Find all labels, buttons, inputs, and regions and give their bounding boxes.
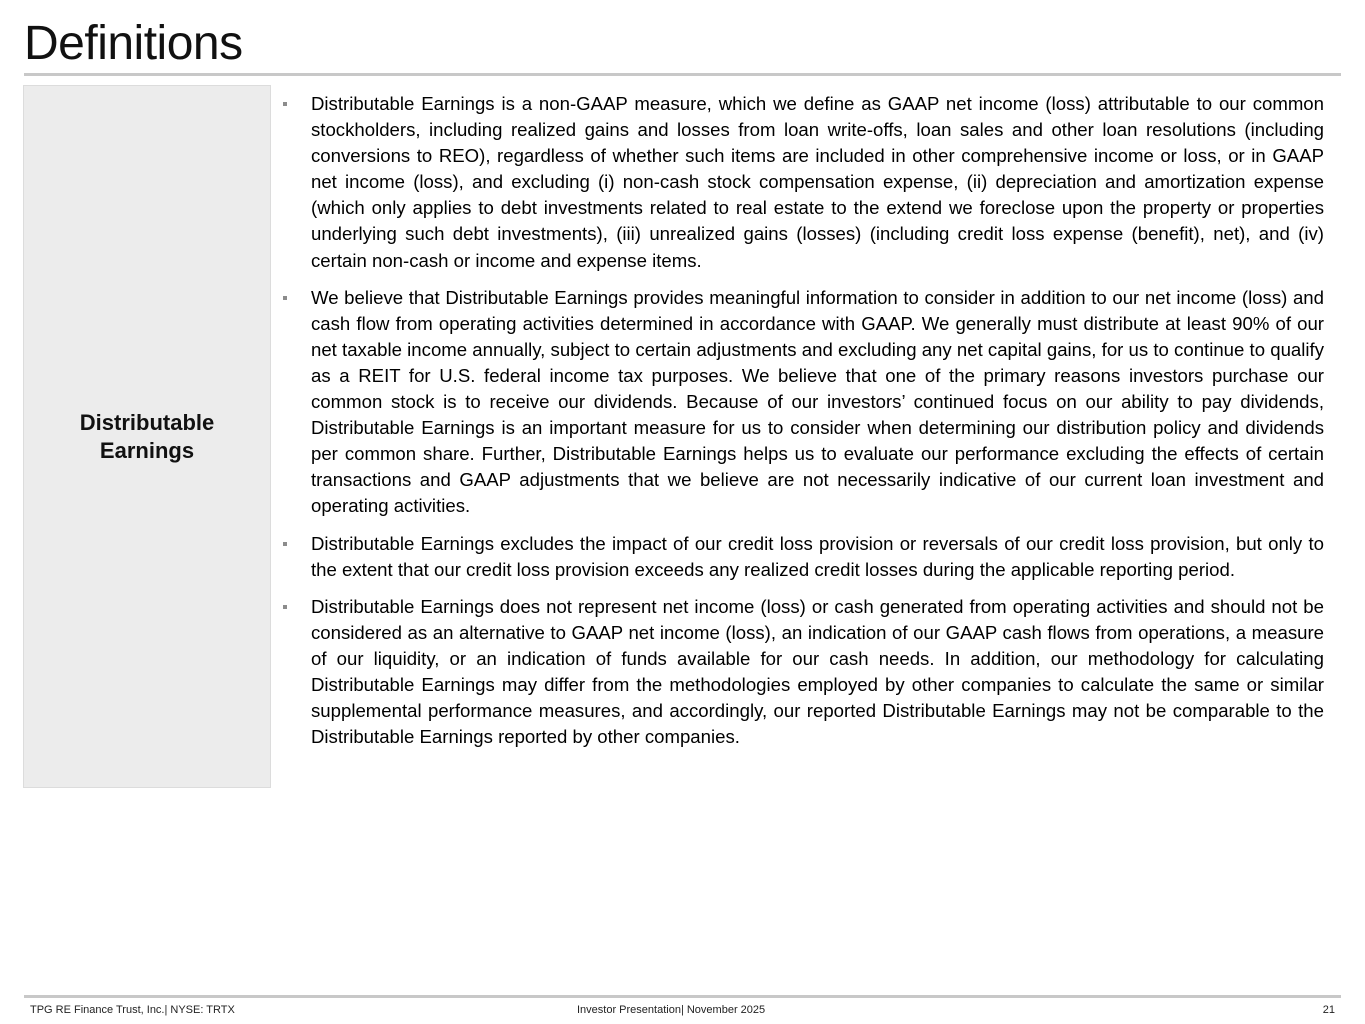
footer-presentation: Investor Presentation| November 2025 [577, 1004, 766, 1016]
square-bullet-icon [283, 296, 287, 300]
definition-item-4 [283, 594, 1324, 751]
footer-company: TPG RE Finance Trust, Inc.| NYSE: TRTX [30, 1004, 235, 1016]
definition-item-1 [283, 91, 1324, 274]
definition-text-1: Distributable Earnings is a non-GAAP measure, which we define as GAAP net income (loss) attributable to our common stockholders, including realized gains and losses from loan write-offs, loan sales and other loan resolutions (including conversions to REO), regardless of whether such items are included in other comprehensive income or loss, or in GAAP net income (loss), and excluding (i) non-cash stock compensation expense, (ii) depreciation and amortization expense (which only applies to debt investments related to real estate to the extend we foreclose upon the property or properties underlying such debt investments), (iii) unrealized gains (losses) (including credit loss expense (benefit), net), and (iv) certain non-cash or income and expense items. [311, 93, 1324, 271]
term-label: Distributable Earnings [79, 409, 215, 463]
definition-list [283, 91, 1324, 761]
definition-item-2 [283, 285, 1324, 520]
footer-divider [24, 995, 1341, 998]
page-title: Definitions [24, 17, 243, 70]
square-bullet-icon [283, 605, 287, 609]
definition-item-3 [283, 531, 1324, 583]
definition-text-2: We believe that Distributable Earnings provides meaningful information to consider in addition to our net income (loss) and cash flow from operating activities determined in accordance with GAAP. We generally must distribute at least 90% of our net taxable income annually, subject to certain adjustments and excluding any net capital gains, for us to continue to qualify as a REIT for U.S. federal income tax purposes. We believe that one of the primary reasons investors purchase our common stock is to receive our dividends. Because of our investors’ continued focus on our ability to pay dividends, Distributable Earnings is an important measure for us to consider when determining our distribution policy and dividends per common share. Further, Distributable Earnings helps us to evaluate our performance excluding the effects of certain transactions and GAAP adjustments that we believe are not necessarily indicative of our current loan investment and operating activities. [311, 286, 1324, 517]
definition-text-3: Distributable Earnings excludes the impact of our credit loss provision or reversals of our credit loss provision, but only to the extent that our credit loss provision exceeds any realized credit losses during the applicable reporting period. [311, 532, 1324, 580]
definition-text-4: Distributable Earnings does not represent net income (loss) or cash generated from operating activities and should not be considered as an alternative to GAAP net income (loss), an indication of our GAAP cash flows from operations, a measure of our liquidity, or an indication of funds available for our cash needs. In addition, our methodology for calculating Distributable Earnings may differ from the methodologies employed by other companies to calculate the same or similar supplemental performance measures, and accordingly, our reported Distributable Earnings may not be comparable to the Distributable Earnings reported by other companies. [311, 595, 1324, 748]
footer-page-number: 21 [1322, 1004, 1335, 1016]
square-bullet-icon [283, 102, 287, 106]
term-panel [23, 85, 271, 788]
square-bullet-icon [283, 542, 287, 546]
title-divider [24, 73, 1341, 76]
